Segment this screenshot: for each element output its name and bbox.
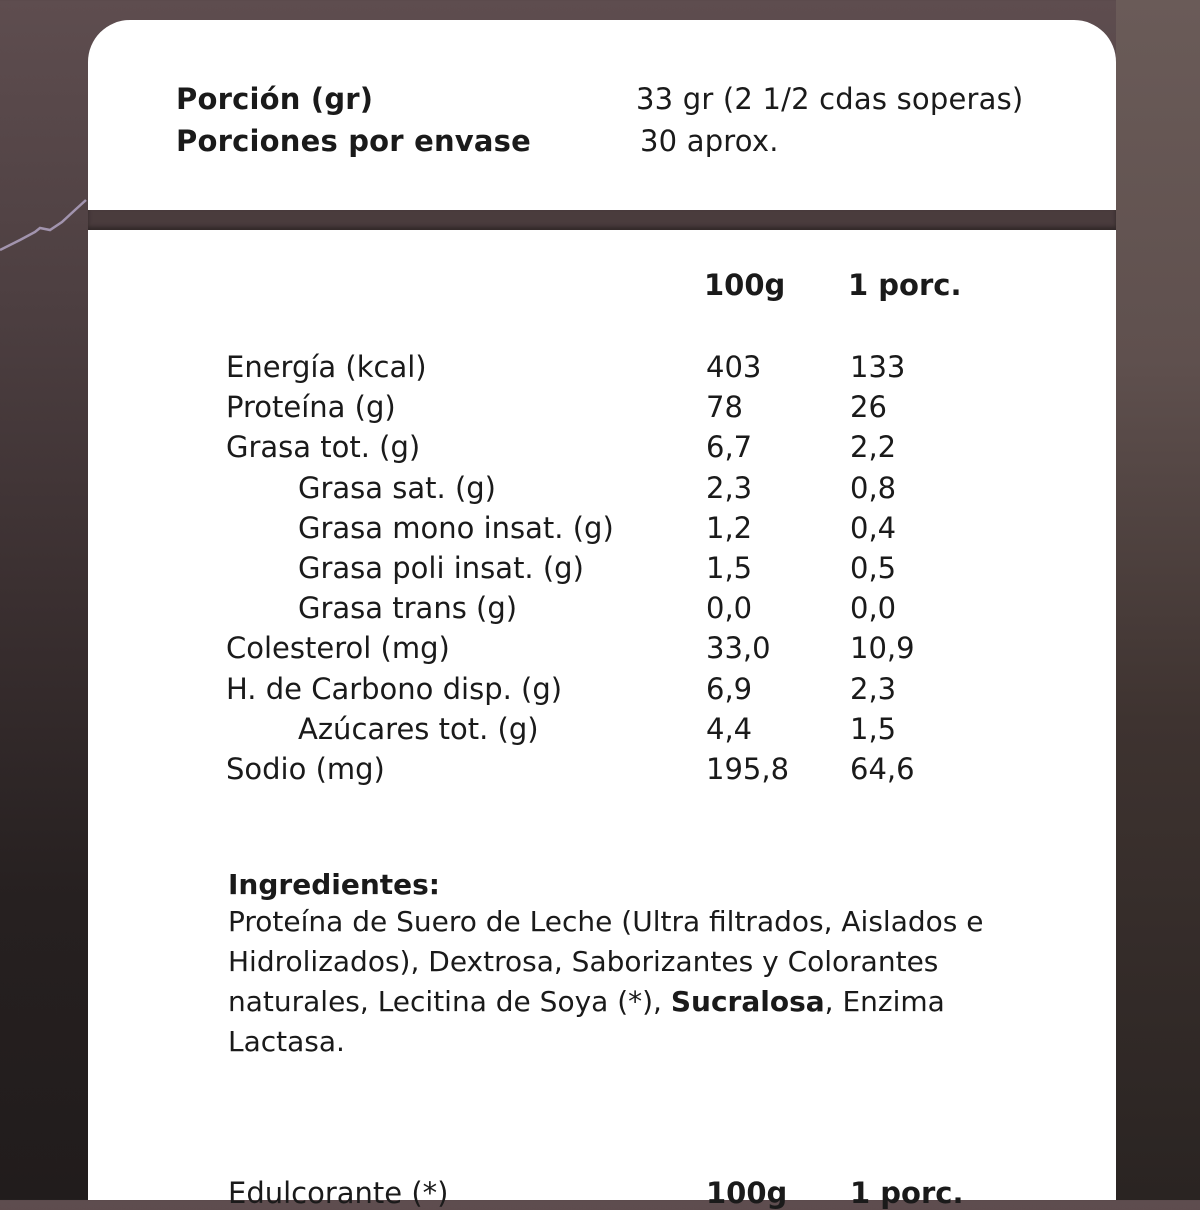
sweetener-column-100g: 100g <box>706 1176 788 1210</box>
table-row <box>88 430 1116 470</box>
value-per-portion: 0,0 <box>850 591 897 626</box>
section-divider <box>88 210 1116 230</box>
table-row <box>88 752 1116 792</box>
value-per-100g: 0,0 <box>706 591 753 626</box>
value-per-100g: 1,2 <box>706 510 753 545</box>
value-per-portion: 2,3 <box>850 671 897 706</box>
nutrient-label: Grasa sat. (g) <box>298 470 496 505</box>
lightning-decoration-icon <box>0 180 90 260</box>
table-row <box>88 591 1116 631</box>
nutrient-label: Proteína (g) <box>226 390 396 425</box>
value-per-portion: 133 <box>850 350 906 384</box>
value-per-portion: 0,5 <box>850 551 897 585</box>
value-per-100g: 78 <box>706 390 743 425</box>
value-per-portion: 0,8 <box>850 470 897 505</box>
table-row <box>88 511 1116 551</box>
serving-info-card <box>88 20 1116 210</box>
portion-label: Porción (gr) <box>176 82 374 116</box>
value-per-100g: 403 <box>706 350 762 384</box>
value-per-portion: 1,5 <box>850 711 897 746</box>
value-per-100g: 2,3 <box>706 470 753 505</box>
sweetener-column-portion: 1 porc. <box>850 1176 964 1210</box>
servings-per-container-label: Porciones por envase <box>176 124 532 158</box>
value-per-100g: 33,0 <box>706 631 771 666</box>
table-row <box>88 350 1116 390</box>
nutrient-label: Grasa tot. (g) <box>226 430 421 465</box>
portion-value: 33 gr (2 1/2 cdas soperas) <box>636 82 1024 116</box>
value-per-100g: 1,5 <box>706 551 753 585</box>
column-header-100g: 100g <box>704 268 786 302</box>
value-per-portion: 26 <box>850 390 887 425</box>
table-row <box>88 712 1116 752</box>
table-row <box>88 390 1116 430</box>
table-row <box>88 471 1116 511</box>
nutrient-label: H. de Carbono disp. (g) <box>226 671 563 706</box>
value-per-100g: 6,7 <box>706 430 753 465</box>
nutrient-label: Energía (kcal) <box>226 350 427 384</box>
table-row <box>88 672 1116 712</box>
value-per-100g: 6,9 <box>706 671 753 706</box>
value-per-portion: 10,9 <box>850 631 915 666</box>
sweetener-label: Edulcorante (*) <box>228 1176 449 1210</box>
ingredient-sucralose: Sucralosa <box>670 985 825 1018</box>
value-per-portion: 0,4 <box>850 510 897 545</box>
nutrient-label: Colesterol (mg) <box>226 631 450 666</box>
nutrition-panel <box>88 230 1116 1210</box>
nutrient-label: Azúcares tot. (g) <box>298 711 539 746</box>
nutrient-label: Sodio (mg) <box>226 752 385 786</box>
table-row <box>88 551 1116 591</box>
ingredients-text: Proteína de Suero de Leche (Ultra filtrados, Aislados e Hidrolizados), Dextrosa, Saborizantes y Colorantes naturales, Lecitina de Soya (*), Sucralosa, Enzima Lactasa. <box>228 905 984 1058</box>
background-right-edge <box>1116 0 1200 1200</box>
ingredients-title: Ingredientes: <box>228 868 440 901</box>
servings-per-container-value: 30 aprox. <box>640 124 779 158</box>
column-header-portion: 1 porc. <box>848 268 962 302</box>
nutrient-label: Grasa trans (g) <box>298 591 518 626</box>
nutrient-label: Grasa mono insat. (g) <box>298 510 614 545</box>
value-per-portion: 2,2 <box>850 430 897 465</box>
value-per-portion: 64,6 <box>850 752 915 786</box>
value-per-100g: 4,4 <box>706 711 753 746</box>
table-row <box>88 631 1116 671</box>
value-per-100g: 195,8 <box>706 752 790 786</box>
nutrient-label: Grasa poli insat. (g) <box>298 551 584 585</box>
